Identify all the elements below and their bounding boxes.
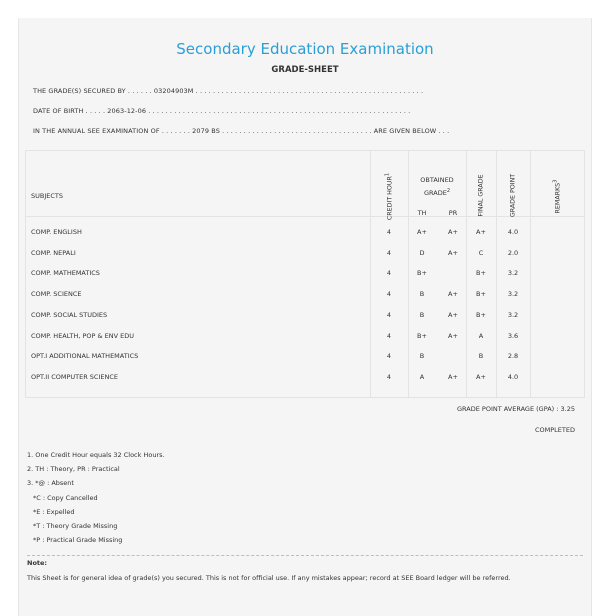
cell-subject: COMP. HEALTH, POP & ENV EDU: [31, 331, 134, 340]
cell-th: D: [419, 248, 425, 257]
divider: [27, 555, 583, 556]
exam-year-line: IN THE ANNUAL SEE EXAMINATION OF . . . . . . . 2079 BS . . . . . . . . . . . . . . . . . . . . . . . . . . . . . . . . . . . ARE GIVEN BELOW . . .: [33, 127, 450, 135]
cell-final: A: [478, 331, 484, 340]
cell-subject: COMP. MATHEMATICS: [31, 269, 100, 278]
cell-pr: A+: [448, 372, 458, 381]
cell-pr: A+: [448, 248, 458, 257]
header-obtained-grade: OBTAINED GRADE$^2$: [420, 176, 454, 198]
cell-credit: 4: [386, 290, 392, 299]
col-rule: [496, 150, 497, 398]
table-right-rule: [584, 150, 585, 398]
cell-pr: A+: [448, 290, 458, 299]
table-header-rule: [25, 216, 585, 217]
note-item: 1. One Credit Hour equals 32 Clock Hours.: [27, 451, 165, 459]
cell-th: B+: [417, 269, 427, 278]
table-top-rule: [25, 150, 585, 151]
cell-final: A+: [476, 372, 486, 381]
cell-subject: COMP. SCIENCE: [31, 290, 82, 299]
cell-th: B: [419, 352, 425, 361]
page-subtitle: GRADE-SHEET: [271, 65, 339, 75]
cell-pr: A+: [448, 331, 458, 340]
grades-table: [25, 150, 585, 398]
header-th: TH: [417, 209, 427, 217]
header-credit-hour: CREDIT HOUR$^1$: [384, 172, 394, 221]
gpa-summary: GRADE POINT AVERAGE (GPA) : 3.25: [457, 405, 575, 413]
notes-list: [27, 448, 165, 547]
cell-subject: OPT.I ADDITIONAL MATHEMATICS: [31, 352, 139, 361]
grade-sheet: [18, 18, 592, 616]
cell-grade-point: 4.0: [507, 372, 519, 381]
cell-credit: 4: [386, 248, 392, 257]
cell-grade-point: 2.0: [507, 248, 519, 257]
header-pr: PR: [448, 209, 458, 217]
cell-credit: 4: [386, 372, 392, 381]
cell-subject: COMP. ENGLISH: [31, 228, 82, 236]
cell-grade-point: 3.6: [507, 331, 519, 340]
cell-th: A+: [417, 228, 427, 236]
note-item: 3. *@ : Absent: [27, 479, 74, 488]
cell-credit: 4: [386, 352, 392, 361]
cell-credit: 4: [386, 310, 392, 319]
page-title: Secondary Education Examination: [176, 40, 434, 58]
cell-grade-point: 3.2: [507, 310, 519, 319]
cell-pr: A+: [448, 310, 458, 319]
note-item: *C : Copy Cancelled: [33, 493, 98, 502]
header-remarks: REMARKS$^3$: [552, 179, 562, 214]
cell-final: B: [478, 352, 484, 361]
cell-final: B+: [476, 290, 486, 299]
cell-grade-point: 2.8: [507, 352, 519, 361]
date-of-birth-line: DATE OF BIRTH . . . . . 2063-12-06 . . . . . . . . . . . . . . . . . . . . . . . . . . . . . . . . . . . . . . . . . . . . . . . . . . . . . . . . . . . . .: [33, 107, 411, 115]
cell-subject: OPT.II COMPUTER SCIENCE: [31, 372, 118, 381]
result-status: COMPLETED: [535, 426, 575, 434]
footer-note-text: This Sheet is for general idea of grade(s) you secured. This is not for official use. If any mistakes appear; record at SEE Board ledger will be referred.: [27, 574, 511, 582]
note-item: 2. TH : Theory, PR : Practical: [27, 465, 120, 474]
header-final-grade: FINAL GRADE: [477, 174, 485, 217]
cell-subject: COMP. NEPALI: [31, 248, 76, 257]
cell-grade-point: 3.2: [507, 269, 519, 278]
cell-subject: COMP. SOCIAL STUDIES: [31, 310, 108, 319]
cell-credit: 4: [386, 228, 392, 236]
header-grade-point: GRADE POINT: [509, 173, 517, 218]
col-rule: [530, 150, 531, 398]
table-bottom-rule: [25, 397, 585, 398]
header-subjects: SUBJECTS: [31, 192, 64, 200]
note-item: *E : Expelled: [33, 507, 75, 516]
cell-credit: 4: [386, 331, 392, 340]
cell-th: B+: [417, 331, 427, 340]
footer-note-label: Note:: [27, 559, 48, 567]
cell-final: B+: [476, 310, 486, 319]
cell-th: B: [419, 290, 425, 299]
col-rule: [370, 150, 371, 398]
cell-grade-point: 3.2: [507, 290, 519, 299]
cell-pr: A+: [448, 228, 458, 236]
cell-final: A+: [476, 228, 486, 236]
cell-grade-point: 4.0: [507, 228, 519, 236]
cell-th: A: [419, 372, 425, 381]
cell-final: C: [478, 248, 484, 257]
symbol-number-line: THE GRADE(S) SECURED BY . . . . . . 03204903M . . . . . . . . . . . . . . . . . . . . . . . . . . . . . . . . . . . . . . . . . . . . . . . . . . . . .: [33, 87, 424, 95]
cell-th: B: [419, 310, 425, 319]
note-item: *P : Practical Grade Missing: [33, 536, 123, 545]
cell-credit: 4: [386, 269, 392, 278]
cell-final: B+: [476, 269, 486, 278]
table-left-rule: [25, 150, 26, 398]
note-item: *T : Theory Grade Missing: [33, 522, 118, 531]
col-rule: [466, 150, 467, 398]
